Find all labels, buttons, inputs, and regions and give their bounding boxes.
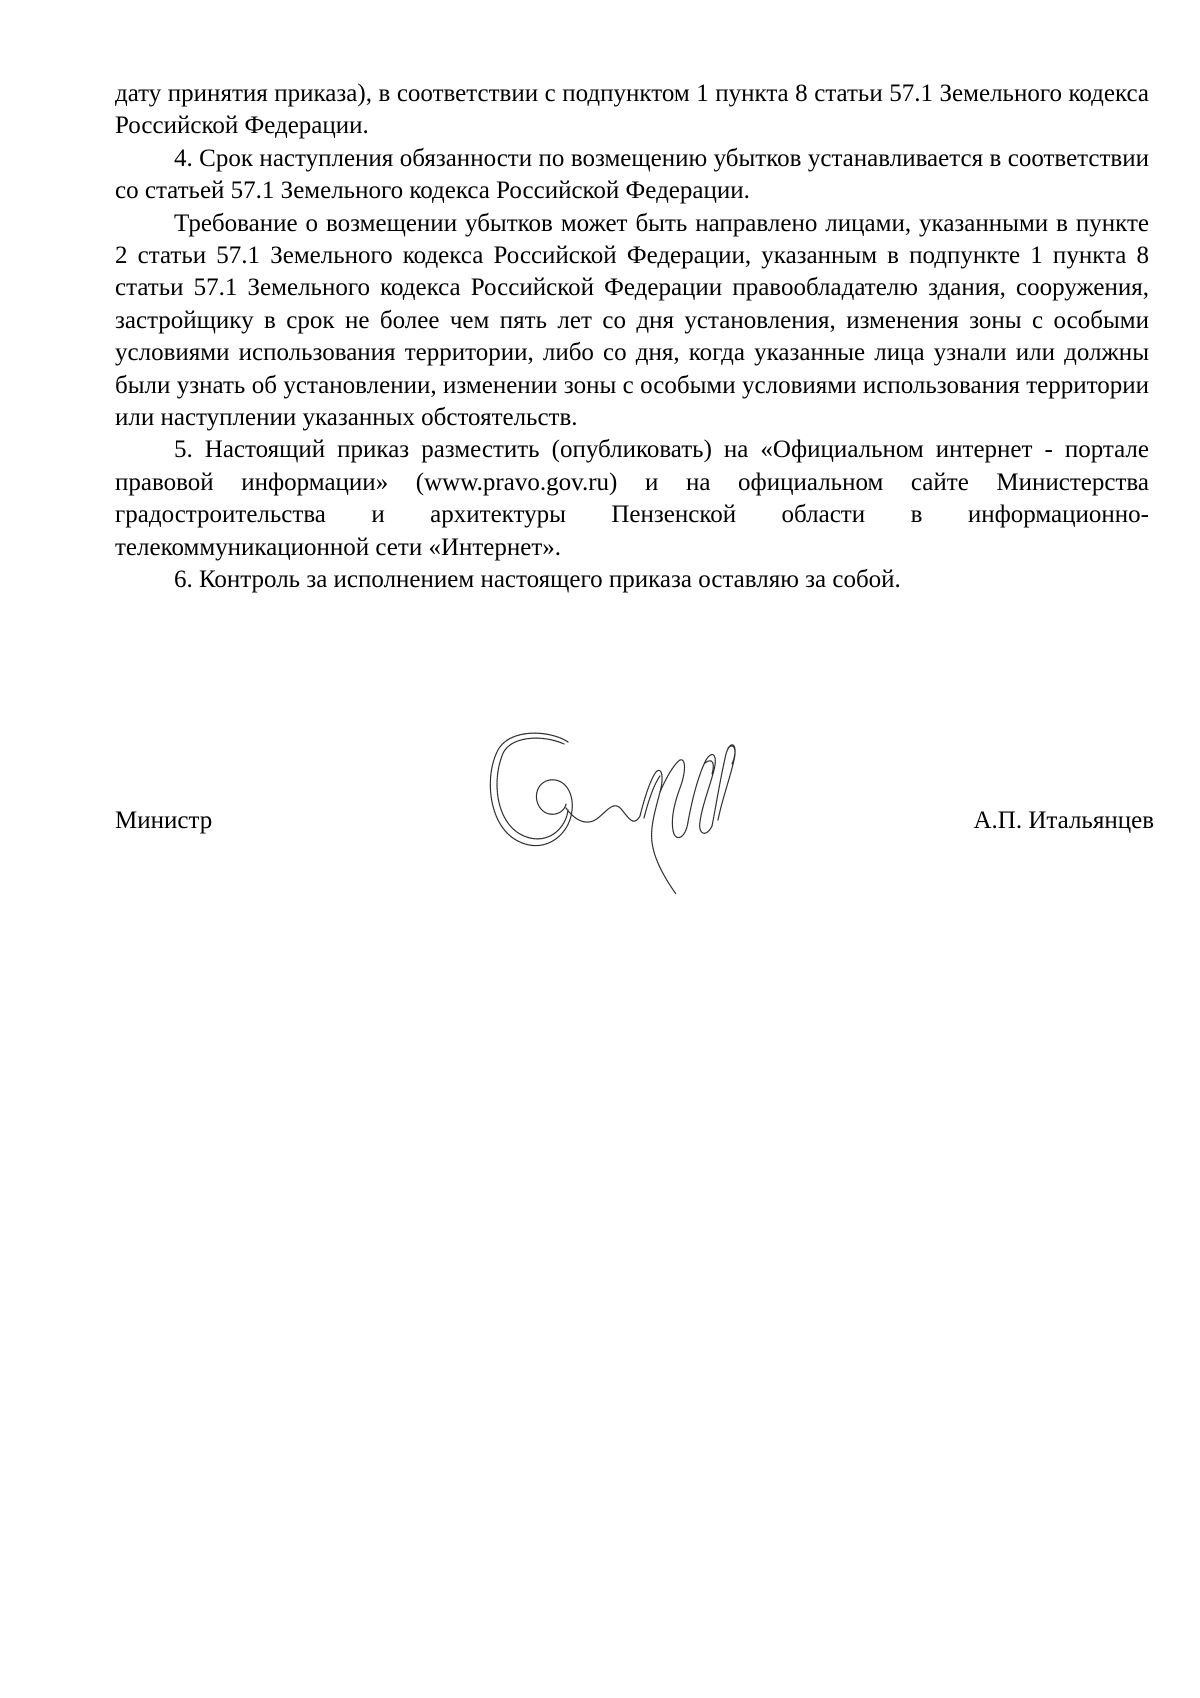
- paragraph-item-6: 6. Контроль за исполнением настоящего приказа оставляю за собой.: [174, 566, 901, 594]
- paragraph-item-4: 4. Срок наступления обязанности по возмещению убытков устанавливается в соответствии со статьей 57.1 Земельного кодекса Российской Федерации.: [115, 144, 1149, 205]
- signature-row: [115, 805, 1154, 845]
- signatory-name: А.П. Итальянцев: [973, 807, 1154, 834]
- paragraph-continuation: дату принятия приказа), в соответствии с подпунктом 1 пункта 8 статьи 57.1 Земельного кодекса Российской Федерации.: [115, 80, 1149, 140]
- paragraph-item-5: 5. Настоящий приказ разместить (опубликовать) на «Официальном интернет - портале правовой информации» (www.pravo.gov.ru) и на официальном сайте Министерства градостроительства и архитектуры Пензенской области в информационно-телекоммуникационной сети «Интернет».: [115, 436, 1149, 561]
- paragraph-damages-claim: Требование о возмещении убытков может быть направлено лицами, указанными в пункте 2 статьи 57.1 Земельного кодекса Российской Федерации, указанным в подпункте 1 пункта 8 статьи 57.1 Земельного кодекса Российской Федерации правообладателю здания, сооружения, застройщику в срок не более чем пять лет со дня установления, изменения зоны с особыми условиями использования территории, либо со дня, когда указанные лица узнали или должны были узнать об установлении, изменении зоны с особыми условиями использования территории или наступлении указанных обстоятельств.: [115, 209, 1149, 432]
- document-body: [115, 78, 1149, 597]
- signatory-title: Министр: [115, 807, 213, 834]
